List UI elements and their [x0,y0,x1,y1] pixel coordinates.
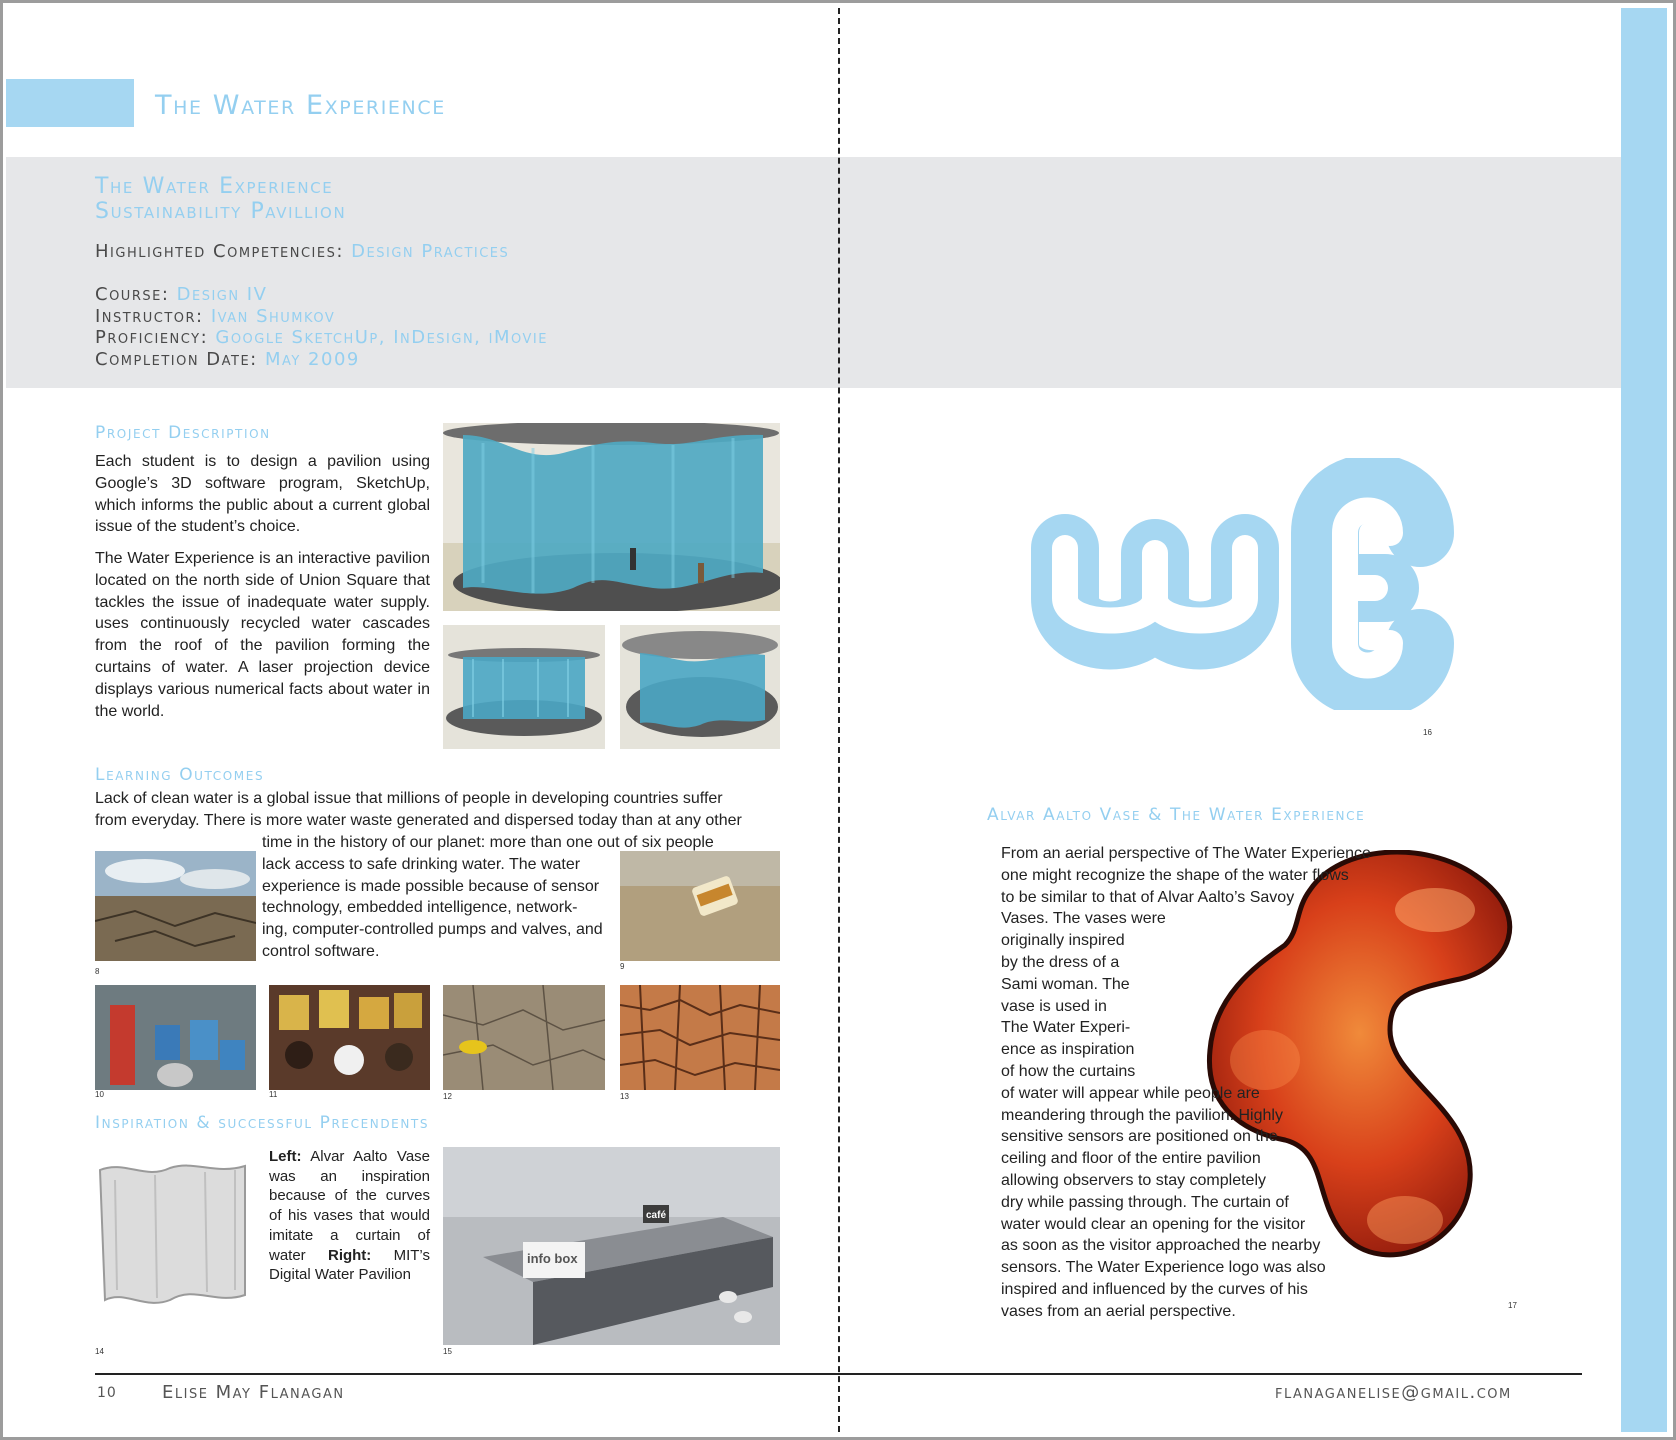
competencies-label: Highlighted Competencies: [95,241,344,262]
project-para-2: The Water Experience is an interactive pavilion located on the north side of Union Square that tackles the issue of inadequate water supply. uses continuously recycled water cascades from the roof of the pavilion forming the curtains of water. A laser projection device displays various numerical facts about water in the world. [95,550,430,720]
learning-mid-line-2: lack access to safe drinking water. The water [262,855,581,873]
learning-text-top [95,788,795,832]
caption-9: 9 [620,962,625,971]
aalto-line-3: to be similar to that of Alvar Aalto’s Savoy [1001,888,1295,906]
completion-label: Completion Date: [95,348,258,370]
aalto-line-11: of how the curtains [1001,1062,1136,1080]
drought-photo-8 [95,851,256,961]
aalto-line-18: water would clear an opening for the visitor [1001,1215,1306,1233]
info-box-sign: info box [527,1251,578,1266]
pavilion-render-small-1 [443,625,605,749]
aalto-line-6: by the dress of a [1001,953,1120,971]
aalto-line-21: inspired and influenced by the curves of his [1001,1280,1308,1298]
aalto-line-2: one might recognize the shape of the water flows [1001,866,1349,884]
learning-heading: Learning Outcomes [95,765,265,785]
course-value: Design IV [176,284,268,305]
right-color-bar [1621,8,1667,1432]
desert-bottle-photo-9 [620,851,780,961]
aalto-line-9: The Water Experi- [1001,1019,1131,1037]
mit-water-pavilion-photo-15 [443,1147,780,1345]
people-jerrycans-photo-11 [269,985,430,1090]
inspiration-caption [269,1147,430,1285]
pavilion-render-main [443,423,780,611]
learning-text-mid [262,832,714,963]
caption-11: 11 [269,1090,278,1099]
aalto-line-12: of water will appear while people are [1001,1084,1260,1102]
footer-page-number: 10 [97,1385,117,1401]
learning-mid-line-6: control software. [262,942,380,960]
proficiency-row [95,327,548,349]
section-tab-block [6,79,134,127]
learning-line-2: from everyday. There is more water waste generated and dispersed today than at any other [95,811,742,829]
aalto-line-4: Vases. The vases were [1001,910,1166,928]
aalto-line-20: sensors. The Water Experience logo was also [1001,1259,1326,1277]
cracked-earth-umbrella-photo-12 [443,985,605,1090]
inspiration-right-text: MIT’s Digital Water Pavilion [269,1246,430,1284]
project-heading: Project Description [95,423,271,443]
aalto-line-1: From an aerial perspective of The Water Experience [1001,845,1371,862]
footer-email: flanaganelise@gmail.com [1275,1382,1512,1403]
aalto-heading: Alvar Aalto Vase & The Water Experience [987,805,1366,825]
aalto-line-7: Sami woman. The [1001,975,1130,993]
caption-8: 8 [95,967,100,976]
proficiency-label: Proficiency: [95,327,209,348]
aalto-line-22: vases from an aerial perspective. [1001,1302,1236,1320]
aalto-line-16: allowing observers to stay completely [1001,1171,1267,1189]
aalto-vase-photo-14 [95,1160,256,1320]
water-containers-photo-10 [95,985,256,1090]
cracked-earth-photo-13 [620,985,780,1090]
caption-17: 17 [1508,1301,1517,1310]
caption-10: 10 [95,1090,104,1099]
aalto-line-8: vase is used in [1001,997,1107,1015]
proficiency-value: Google SketchUp, InDesign, iMovie [215,327,548,348]
inspiration-right-label: Right: [327,1246,372,1264]
course-details [95,284,548,370]
project-para-1: Each student is to design a pavilion using Google’s 3D software program, SketchUp, which informs the public about a current global issue of the student’s choice. [95,453,430,536]
caption-15: 15 [443,1347,452,1356]
info-title-line1: The Water Experience [95,174,334,199]
info-title [95,174,346,224]
section-title: The Water Experience [155,90,446,121]
aalto-text [1001,843,1371,1323]
competencies-row [95,241,509,262]
instructor-row [95,306,548,328]
aalto-line-15: ceiling and floor of the entire pavilion [1001,1150,1261,1168]
info-title-line2: Sustainability Pavillion [95,199,347,224]
course-label: Course: [95,284,170,305]
footer-author: Elise May Flanagan [162,1382,345,1403]
aalto-line-10: ence as inspiration [1001,1041,1135,1059]
caption-12: 12 [443,1092,452,1101]
completion-row [95,349,548,371]
learning-mid-line-1: time in the history of our planet: more than one out of six people [262,834,714,851]
course-row [95,284,548,306]
water-experience-logo [1025,458,1455,710]
footer-rule [95,1373,1582,1375]
learning-mid-line-5: ing, computer-controlled pumps and valves, and [262,921,603,939]
caption-13: 13 [620,1092,629,1101]
competencies-value: Design Practices [351,241,510,262]
learning-mid-line-4: technology, embedded intelligence, network- [262,899,578,917]
completion-value: May 2009 [264,348,360,370]
aalto-line-14: sensitive sensors are positioned on the [1001,1128,1278,1146]
inspiration-left-text: Alvar Aalto Vase was an inspiration because of the curves of his vases that would imitate a curtain of water [269,1148,430,1264]
inspiration-left-label: Left: [269,1148,302,1165]
instructor-value: Ivan Shumkov [210,305,336,327]
cafe-sign: café [646,1210,667,1221]
aalto-line-17: dry while passing through. The curtain of [1001,1193,1289,1211]
page-fold-line [838,8,840,1432]
aalto-line-13: meandering through the pavilion. Highly [1001,1106,1283,1124]
caption-14: 14 [95,1347,104,1356]
inspiration-heading: Inspiration & successful Precendents [95,1113,430,1133]
aalto-line-19: as soon as the visitor approached the nearby [1001,1237,1321,1255]
caption-16: 16 [1423,728,1432,737]
instructor-label: Instructor: [95,305,204,327]
learning-line-1: Lack of clean water is a global issue that millions of people in developing countries suffer [95,790,723,807]
aalto-line-5: originally inspired [1001,932,1125,950]
pavilion-render-small-2 [620,625,780,749]
learning-mid-line-3: experience is made possible because of sensor [262,877,600,895]
